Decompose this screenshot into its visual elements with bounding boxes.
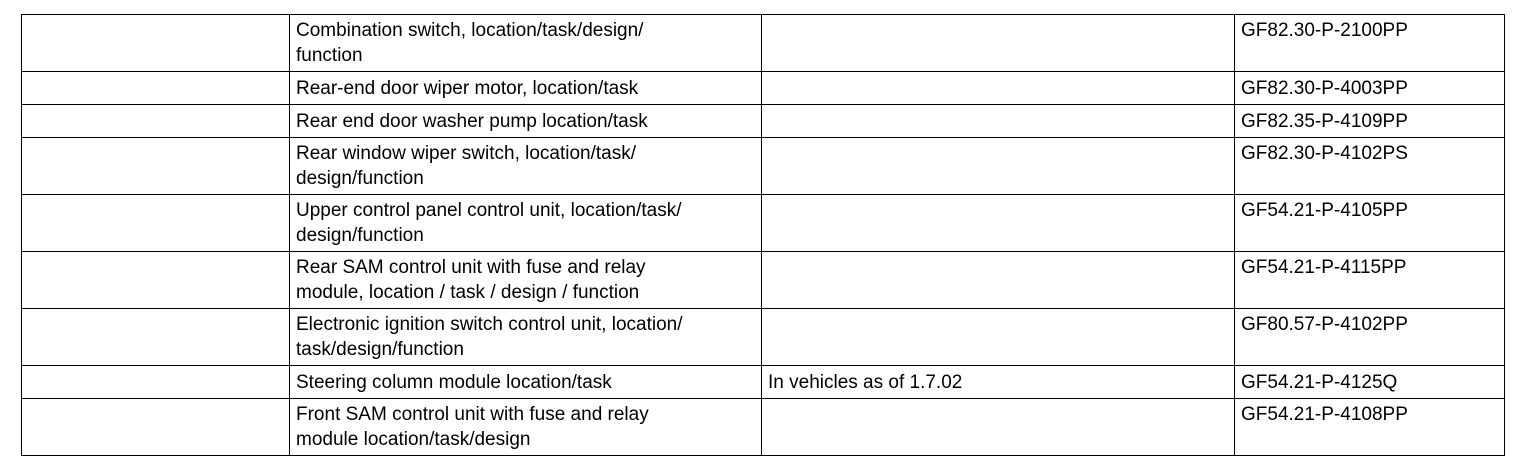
item-cell (22, 309, 290, 366)
table-row (22, 195, 1505, 252)
description-cell: Rear-end door wiper motor, location/task (290, 72, 762, 105)
description-line: Rear SAM control unit with fuse and relay (296, 257, 646, 278)
description-line: Upper control panel control unit, location/task/ (296, 200, 682, 221)
document-code-cell: GF82.30-P-2100PP (1235, 15, 1505, 72)
document-code-cell: GF82.35-P-4109PP (1235, 105, 1505, 138)
table-row (22, 252, 1505, 309)
document-code-cell: GF82.30-P-4003PP (1235, 72, 1505, 105)
document-code-cell: GF54.21-P-4105PP (1235, 195, 1505, 252)
item-cell (22, 72, 290, 105)
table-row (22, 366, 1505, 399)
description-line: module, location / task / design / function (296, 282, 640, 303)
item-cell (22, 366, 290, 399)
item-cell (22, 15, 290, 72)
description-line: Front SAM control unit with fuse and relay (296, 404, 649, 425)
table-row (22, 72, 1505, 105)
note-cell (762, 138, 1235, 195)
description-line: Electronic ignition switch control unit, location/ (296, 314, 683, 335)
table-row (22, 399, 1505, 456)
item-cell (22, 195, 290, 252)
item-cell (22, 399, 290, 456)
note-cell: In vehicles as of 1.7.02 (762, 366, 1235, 399)
description-cell (290, 195, 762, 252)
note-cell (762, 309, 1235, 366)
note-cell (762, 195, 1235, 252)
note-cell (762, 252, 1235, 309)
note-cell (762, 399, 1235, 456)
description-cell (290, 399, 762, 456)
document-code-cell: GF54.21-P-4115PP (1235, 252, 1505, 309)
description-cell (290, 138, 762, 195)
description-line: module location/task/design (296, 429, 531, 450)
description-line: Rear window wiper switch, location/task/ (296, 143, 637, 164)
description-cell (290, 252, 762, 309)
description-line: design/function (296, 225, 424, 246)
note-cell (762, 15, 1235, 72)
document-code-cell: GF80.57-P-4102PP (1235, 309, 1505, 366)
item-cell (22, 138, 290, 195)
description-cell: Rear end door washer pump location/task (290, 105, 762, 138)
reference-table (21, 14, 1505, 456)
item-cell (22, 105, 290, 138)
description-cell (290, 309, 762, 366)
table-row (22, 105, 1505, 138)
document-code-cell: GF54.21-P-4108PP (1235, 399, 1505, 456)
document-code-cell: GF54.21-P-4125Q (1235, 366, 1505, 399)
description-line: function (296, 45, 363, 66)
table-row (22, 309, 1505, 366)
description-line: Combination switch, location/task/design/ (296, 20, 644, 41)
table-row (22, 15, 1505, 72)
document-code-cell: GF82.30-P-4102PS (1235, 138, 1505, 195)
item-cell (22, 252, 290, 309)
note-cell (762, 105, 1235, 138)
description-cell: Steering column module location/task (290, 366, 762, 399)
note-cell (762, 72, 1235, 105)
description-line: design/function (296, 168, 424, 189)
description-cell (290, 15, 762, 72)
description-line: task/design/function (296, 339, 464, 360)
table-row (22, 138, 1505, 195)
